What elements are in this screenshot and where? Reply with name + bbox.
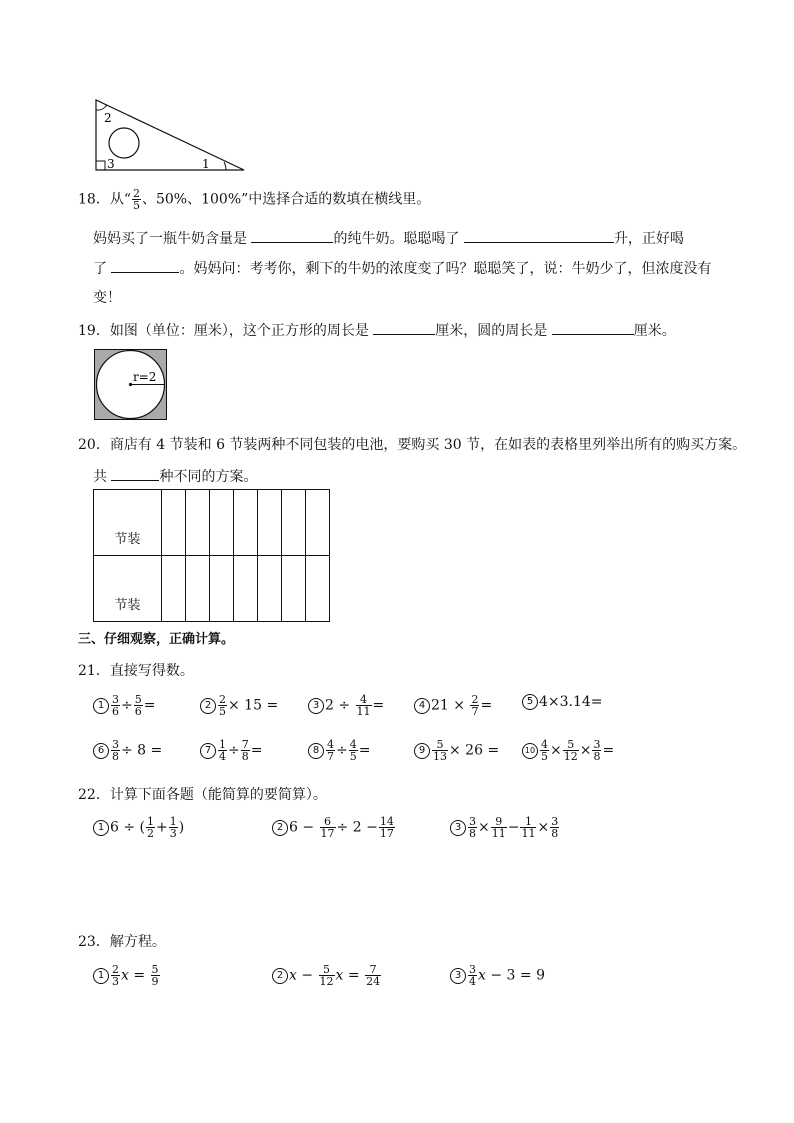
q21-title: 21．直接写得数。	[78, 663, 194, 679]
q18-line3: 变！	[93, 290, 121, 306]
table-cell[interactable]	[186, 490, 210, 556]
q20-line2: 共 种不同的方案。	[93, 466, 257, 487]
q21-item-10: 10 $\frac{4}{5}$ × $\frac{5}{12}$ × $\frac{3}{8}$ =	[522, 739, 614, 762]
table-cell[interactable]	[282, 490, 306, 556]
q21-item-3: 3 2 ÷ $\frac{4}{11}$ =	[308, 694, 384, 717]
q19-question: 19．如图（单位：厘米），这个正方形的周长是 厘米，圆的周长是 厘米。	[78, 320, 676, 341]
q18-blank-1[interactable]	[251, 228, 333, 243]
purchase-plan-table	[93, 489, 330, 622]
q18-line1: 妈妈买了一瓶牛奶含量是 的纯牛奶。聪聪喝了 升，正好喝	[93, 228, 684, 249]
table-row	[94, 490, 330, 556]
section-3-title: 三、仔细观察，正确计算。	[78, 632, 235, 647]
table-cell[interactable]	[258, 556, 282, 622]
q21-item-5: 5 4×3.14=	[522, 694, 603, 710]
q22-item-2: 2 6 − $\frac{6}{17}$ ÷ 2 − $\frac{14}{17}$	[272, 816, 396, 839]
table-cell[interactable]	[186, 556, 210, 622]
q18-fraction: $\frac{2}{5}$	[132, 187, 140, 212]
q21-item-9: 9 $\frac{5}{13}$ × 26 =	[414, 739, 499, 762]
q21-item-1: 1 $\frac{3}{6}$ ÷ $\frac{5}{6}$ =	[93, 694, 155, 717]
q21-item-4: 4 21 × $\frac{2}{7}$ =	[414, 694, 492, 717]
inscribed-circle	[109, 128, 139, 158]
q22-item-3: 3 $\frac{3}{8}$ × $\frac{9}{11}$ − $\frac{1}{11}$ × $\frac{3}{8}$	[450, 816, 560, 839]
square-circle-figure	[94, 349, 168, 421]
table-cell[interactable]	[210, 556, 234, 622]
row-label-6-pack: 节装	[94, 556, 162, 622]
angle-label-1: 1	[202, 157, 210, 171]
q22-item-1: 1 6 ÷ ( $\frac{1}{2}$ + $\frac{1}{3}$ )	[93, 816, 184, 839]
q21-item-8: 8 $\frac{4}{7}$ ÷ $\frac{4}{5}$ =	[308, 739, 370, 762]
table-cell[interactable]	[234, 556, 258, 622]
q19-blank-2[interactable]	[552, 320, 634, 335]
q20-blank[interactable]	[111, 466, 159, 481]
table-cell[interactable]	[162, 556, 186, 622]
q21-item-2: 2 $\frac{2}{5}$ × 15 =	[200, 694, 278, 717]
q18-title: 18．从“ $\frac{2}{5}$ 、50%、100%”中选择合适的数填在横线里。	[78, 187, 431, 212]
q23-item-1: 1 $\frac{2}{3}$ x = $\frac{5}{9}$	[93, 964, 161, 987]
table-cell[interactable]	[306, 556, 330, 622]
q23-item-3: 3 $\frac{3}{4}$ x − 3 = 9	[450, 964, 545, 987]
radius-label: r=2	[133, 370, 157, 384]
table-cell[interactable]	[282, 556, 306, 622]
q19-blank-1[interactable]	[373, 320, 435, 335]
q21-item-7: 7 $\frac{1}{4}$ ÷ $\frac{7}{8}$ =	[200, 739, 262, 762]
angle-label-3: 3	[107, 157, 115, 171]
table-row	[94, 556, 330, 622]
q23-title: 23．解方程。	[78, 934, 166, 950]
table-cell[interactable]	[210, 490, 234, 556]
q18-blank-2[interactable]	[464, 228, 614, 243]
row-label-4-pack: 节装	[94, 490, 162, 556]
table-cell[interactable]	[234, 490, 258, 556]
angle-label-2: 2	[104, 111, 112, 125]
q21-item-6: 6 $\frac{3}{8}$ ÷ 8 =	[93, 739, 162, 762]
q18-line2: 了 。妈妈问：考考你，剩下的牛奶的浓度变了吗？聪聪笑了，说：牛奶少了，但浓度没有	[93, 258, 711, 279]
table-cell[interactable]	[258, 490, 282, 556]
triangle-figure	[90, 96, 250, 176]
right-angle-mark	[96, 161, 105, 170]
q23-item-2: 2 x − $\frac{5}{12}$ x = $\frac{7}{24}$	[272, 964, 382, 987]
table-cell[interactable]	[306, 490, 330, 556]
q22-title: 22．计算下面各题（能简算的要简算）。	[78, 787, 327, 803]
q18-blank-3[interactable]	[111, 258, 179, 273]
table-cell[interactable]	[162, 490, 186, 556]
q20-line1: 20．商店有 4 节装和 6 节装两种不同包装的电池，要购买 30 节，在如表的表格里列举出所有的购买方案。	[78, 437, 747, 453]
